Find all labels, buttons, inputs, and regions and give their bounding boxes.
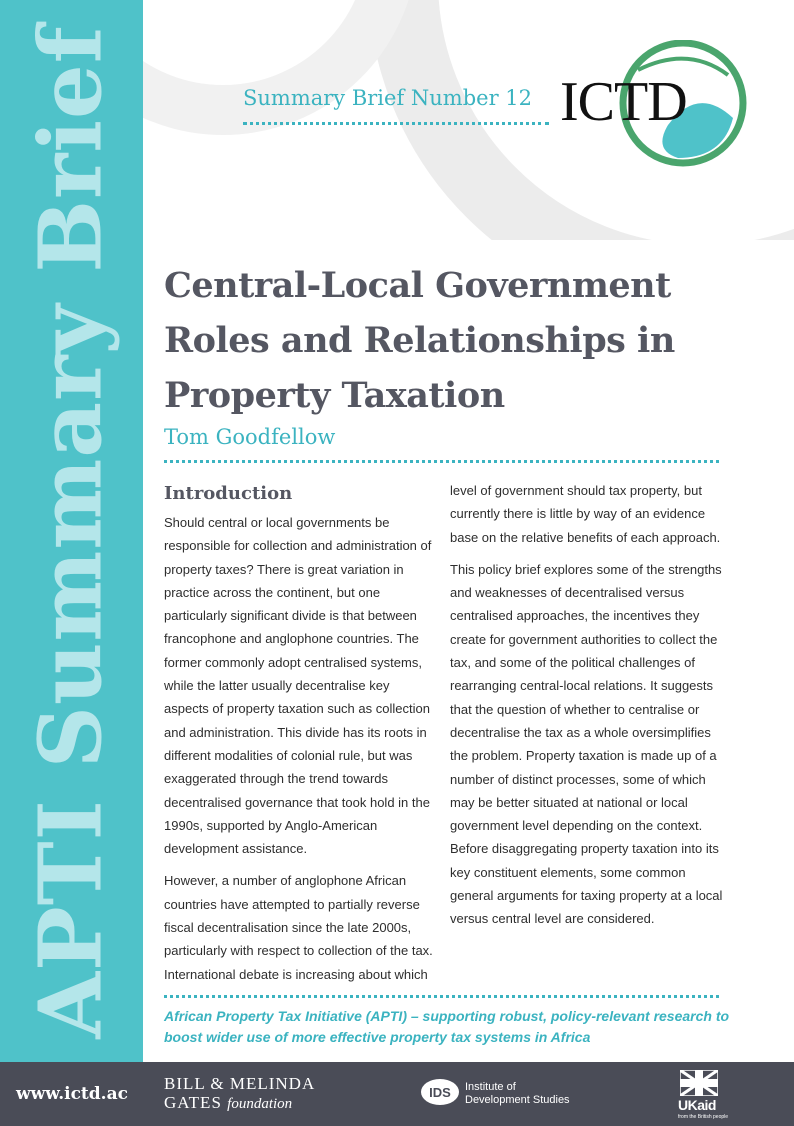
body-column-right [450, 479, 725, 940]
gates-logo-word: foundation [227, 1096, 293, 1112]
gates-logo-line [164, 1093, 315, 1114]
ukaid-flag-icon [680, 1070, 718, 1096]
body-paragraph: Should central or local governments be responsible for collection and administration of property taxes? There is great variation in practice across the continent, but one particularly significant divide is that between francophone and anglophone countries. The former commonly adopt centralised systems, while the latter usually decentralise key aspects of property taxation such as collection and administration. This divide has its roots in different modalities of colonial rule, but was exaggerated through the trend towards decentralised governance that took hold in the 1990s, supported by Anglo-American development assistance. [164, 515, 432, 857]
body-paragraph: This policy brief explores some of the strengths and weaknesses of decentralised versus centralised approaches, the incentives they create for government authorities to collect the tax, and some of the political challenges of rearranging central-local relations. It suggests that the question of whether to centralise or decentralise the tax as a whole oversimplifies the problem. Property taxation is made up of a number of distinct processes, some of which may be better situated at national or local government level depending on the context. Before disaggregating property taxation into its key constituent elements, some common general arguments for taxing property at a local versus central level are considered. [450, 561, 723, 927]
ids-badge-text: IDS [429, 1085, 451, 1100]
author-name: Tom Goodfellow [164, 425, 336, 449]
body-paragraph: However, a number of anglophone African countries have attempted to partially reverse fiscal decentralisation since the late 2000s, particularly with respect to collection of the tax. International debate is increasing about which [164, 873, 433, 982]
page-title [164, 258, 764, 423]
ids-logo-text [465, 1081, 570, 1107]
title-line: Central-Local Government [164, 265, 671, 306]
section-heading: Introduction [164, 483, 293, 504]
tagline-divider [164, 995, 719, 998]
gates-logo-line: BILL & MELINDA [164, 1074, 316, 1093]
tagline: African Property Tax Initiative (APTI) – supporting robust, policy-relevant research to boost wider use of more effective property tax systems in Africa [164, 1008, 730, 1045]
website-link[interactable]: www.ictd.ac [16, 1084, 128, 1104]
ictd-logo-text: ICTD [560, 71, 687, 133]
body-column-left [164, 480, 436, 995]
title-line: Property Taxation [164, 375, 505, 416]
ukaid-subtitle: from the British people [678, 1114, 729, 1120]
side-band-title: APTI Summary Brief [20, 25, 122, 1039]
ukaid-logo-text: UKaid [678, 1097, 716, 1113]
ids-logo-badge [420, 1078, 460, 1106]
ids-logo-line: Institute of [465, 1081, 516, 1093]
gates-foundation-logo [164, 1074, 315, 1114]
body-paragraph: level of government should tax property, but currently there is little by way of an evidence base on the relative benefits of each approach. [450, 483, 721, 545]
ids-logo-line: Development Studies [465, 1094, 570, 1106]
title-line: Roles and Relationships in [164, 320, 675, 361]
header-divider [243, 122, 549, 125]
gates-logo-word: GATES [164, 1093, 222, 1112]
author-divider [164, 460, 719, 463]
brief-number: Summary Brief Number 12 [243, 86, 533, 110]
side-band [0, 0, 143, 1062]
